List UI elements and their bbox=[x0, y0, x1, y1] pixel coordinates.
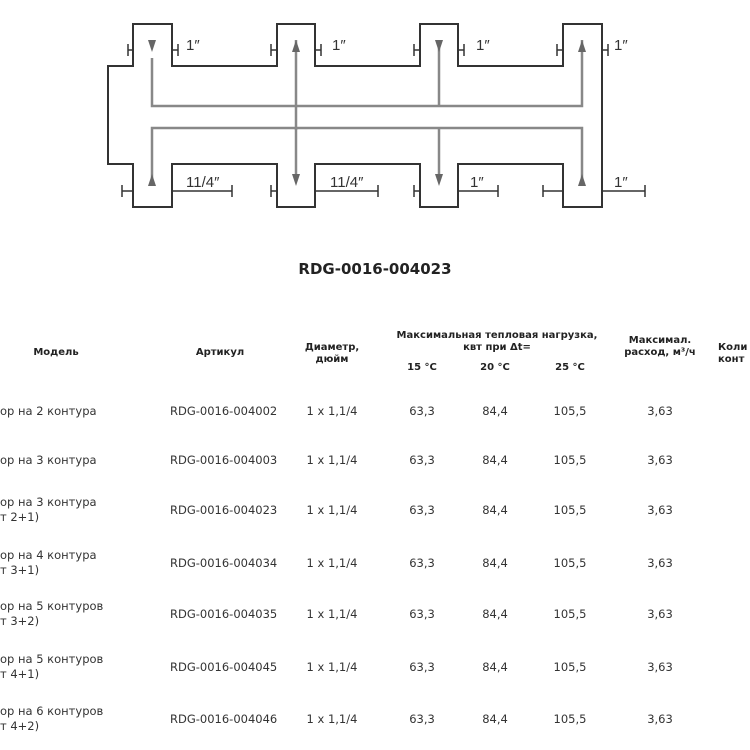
cell-model-variant: т 2+1) bbox=[0, 510, 40, 524]
cell-model-variant: т 4+1) bbox=[0, 667, 40, 681]
cell-model-variant: т 3+2) bbox=[0, 614, 40, 628]
cell-t25: 105,5 bbox=[553, 404, 587, 418]
dim-top-2: 1″ bbox=[332, 37, 346, 54]
dim-bottom-2: 11/4″ bbox=[330, 174, 364, 191]
cell-model: ор на 3 контура bbox=[0, 453, 97, 467]
cell-article: RDG-0016-004002 bbox=[170, 404, 278, 418]
cell-flow: 3,63 bbox=[647, 503, 673, 517]
dim-top-4: 1″ bbox=[614, 37, 628, 54]
header-t25: 25 °С bbox=[555, 362, 585, 373]
cell-t15: 63,3 bbox=[409, 660, 435, 674]
cell-t20: 84,4 bbox=[482, 453, 508, 467]
cell-t20: 84,4 bbox=[482, 660, 508, 674]
cell-model: ор на 3 контура bbox=[0, 495, 97, 509]
cell-flow: 3,63 bbox=[647, 712, 673, 726]
dim-top-3: 1″ bbox=[476, 37, 490, 54]
cell-article: RDG-0016-004046 bbox=[170, 712, 278, 726]
cell-t25: 105,5 bbox=[553, 712, 587, 726]
header-load: Максимальная тепловая нагрузка, квт при Δt= bbox=[396, 330, 598, 353]
cell-t15: 63,3 bbox=[409, 712, 435, 726]
cell-diameter: 1 х 1,1/4 bbox=[306, 503, 358, 517]
cell-t25: 105,5 bbox=[553, 660, 587, 674]
cell-diameter: 1 х 1,1/4 bbox=[306, 607, 358, 621]
header-article: Артикул bbox=[195, 347, 245, 358]
cell-t15: 63,3 bbox=[409, 556, 435, 570]
cell-t15: 63,3 bbox=[409, 404, 435, 418]
header-count: Коли конт bbox=[718, 342, 748, 365]
header-t15: 15 °С bbox=[407, 362, 437, 373]
cell-t20: 84,4 bbox=[482, 556, 508, 570]
cell-t15: 63,3 bbox=[409, 607, 435, 621]
cell-article: RDG-0016-004035 bbox=[170, 607, 278, 621]
header-t20: 20 °С bbox=[480, 362, 510, 373]
cell-t25: 105,5 bbox=[553, 453, 587, 467]
cell-t15: 63,3 bbox=[409, 503, 435, 517]
dim-top-1: 1″ bbox=[186, 37, 200, 54]
cell-t20: 84,4 bbox=[482, 503, 508, 517]
cell-article: RDG-0016-004034 bbox=[170, 556, 278, 570]
cell-flow: 3,63 bbox=[647, 404, 673, 418]
cell-t25: 105,5 bbox=[553, 607, 587, 621]
cell-diameter: 1 х 1,1/4 bbox=[306, 712, 358, 726]
cell-model: ор на 5 контуров bbox=[0, 652, 104, 666]
header-flow: Максимал. расход, м³/ч bbox=[624, 335, 696, 358]
cell-flow: 3,63 bbox=[647, 556, 673, 570]
cell-t20: 84,4 bbox=[482, 607, 508, 621]
header-model: Модель bbox=[33, 347, 79, 358]
cell-diameter: 1 х 1,1/4 bbox=[306, 556, 358, 570]
cell-article: RDG-0016-004023 bbox=[170, 503, 278, 517]
cell-t25: 105,5 bbox=[553, 503, 587, 517]
cell-model: ор на 2 контура bbox=[0, 404, 97, 418]
cell-flow: 3,63 bbox=[647, 660, 673, 674]
dim-bottom-1: 11/4″ bbox=[186, 174, 220, 191]
cell-t20: 84,4 bbox=[482, 712, 508, 726]
dim-bottom-3: 1″ bbox=[470, 174, 484, 191]
cell-article: RDG-0016-004045 bbox=[170, 660, 278, 674]
dim-bottom-4: 1″ bbox=[614, 174, 628, 191]
cell-diameter: 1 х 1,1/4 bbox=[306, 404, 358, 418]
page-title: RDG-0016-004023 bbox=[298, 260, 452, 278]
cell-flow: 3,63 bbox=[647, 607, 673, 621]
cell-model: ор на 4 контура bbox=[0, 548, 97, 562]
cell-t15: 63,3 bbox=[409, 453, 435, 467]
cell-t25: 105,5 bbox=[553, 556, 587, 570]
cell-diameter: 1 х 1,1/4 bbox=[306, 660, 358, 674]
cell-t20: 84,4 bbox=[482, 404, 508, 418]
cell-flow: 3,63 bbox=[647, 453, 673, 467]
cell-model: ор на 5 контуров bbox=[0, 599, 104, 613]
header-diameter: Диаметр, дюйм bbox=[304, 342, 360, 365]
cell-model-variant: т 3+1) bbox=[0, 563, 40, 577]
cell-article: RDG-0016-004003 bbox=[170, 453, 278, 467]
cell-diameter: 1 х 1,1/4 bbox=[306, 453, 358, 467]
cell-model: ор на 6 контуров bbox=[0, 704, 104, 718]
cell-model-variant: т 4+2) bbox=[0, 719, 40, 733]
